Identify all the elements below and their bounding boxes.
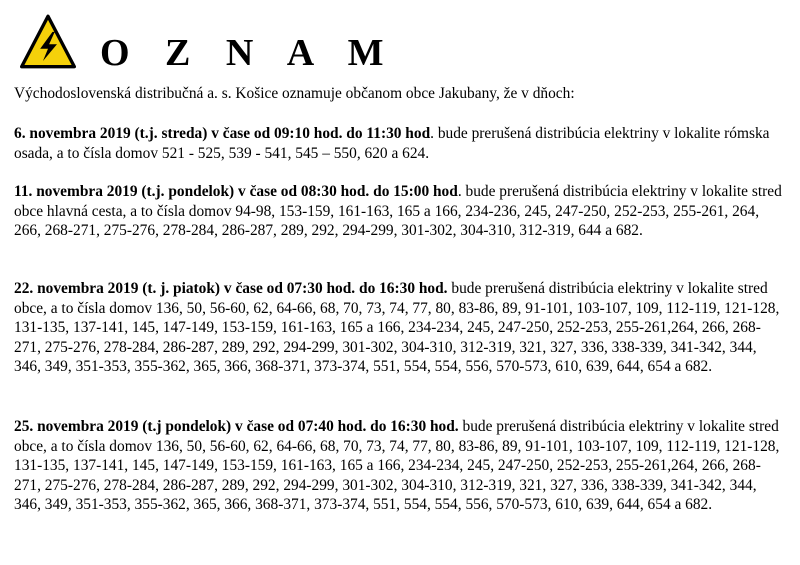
notice-paragraph <box>14 417 786 515</box>
high-voltage-warning-icon <box>20 14 76 70</box>
intro-text: Východoslovenská distribučná a. s. Košice oznamuje občanom obce Jakubany, že v dňoch: <box>14 85 575 102</box>
notice-body: . bude prerušená distribúcia elektriny v lokalite rómska osada, a to čísla domov 521 - 525, 539 - 541, 545 – 550, 620 a 624. <box>14 125 770 162</box>
notice-paragraph <box>14 182 786 241</box>
notice-title: O Z N A M <box>100 32 397 74</box>
notice-body: bude prerušená distribúcia elektriny v lokalite stred obce, a to čísla domov 136, 50, 56-60, 62, 64-66, 68, 70, 73, 74, 77, 80, 83-86, 89, 91-101, 103-107, 109, 112-119, 121-128, 131-135, 137-141, 145, 147-149, 153-159, 161-163, 165 a 166, 234-234, 245, 247-250, 252-253, 255-261,264, 266, 268-271, 275-276, 278-284, 286-287, 289, 292, 294-299, 301-302, 304-310, 312-319, 321, 327, 336, 338-339, 341-342, 344, 346, 349, 351-353, 355-362, 365, 366, 368-371, 373-374, 551, 554, 554, 556, 570-573, 610, 639, 644, 654 a 682. <box>14 418 780 513</box>
notice-date: 25. novembra 2019 (t.j pondelok) v čase od 07:40 hod. do 16:30 hod. <box>14 418 459 435</box>
notice-paragraph <box>14 279 786 377</box>
notice-body: bude prerušená distribúcia elektriny v lokalite stred obce, a to čísla domov 136, 50, 56-60, 62, 64-66, 68, 70, 73, 74, 77, 80, 83-86, 89, 91-101, 103-107, 109, 112-119, 121-128, 131-135, 137-141, 145, 147-149, 153-159, 161-163, 165 a 166, 234-234, 245, 247-250, 252-253, 255-261,264, 266, 268-271, 275-276, 278-284, 286-287, 289, 292, 294-299, 301-302, 304-310, 312-319, 321, 327, 336, 338-339, 341-342, 344, 346, 349, 351-353, 355-362, 365, 366, 368-371, 373-374, 551, 554, 554, 556, 570-573, 610, 639, 644, 654 a 682. <box>14 280 780 375</box>
notice-paragraph <box>14 124 786 163</box>
notice-date: 6. novembra 2019 (t.j. streda) v čase od 09:10 hod. do 11:30 hod <box>14 125 431 142</box>
notice-body: . bude prerušená distribúcia elektriny v lokalite stred obce hlavná cesta, a to čísla domov 94-98, 153-159, 161-163, 165 a 166, 234-236, 245, 247-250, 252-253, 255-261, 264, 266, 268-271, 275-276, 278-284, 286-287, 289, 292, 294-299, 301-302, 304-310, 312-319, 644 a 682. <box>14 183 782 239</box>
notice-date: 22. novembra 2019 (t. j. piatok) v čase od 07:30 hod. do 16:30 hod. <box>14 280 448 297</box>
notice-date: 11. novembra 2019 (t.j. pondelok) v čase od 08:30 hod. do 15:00 hod <box>14 183 458 200</box>
